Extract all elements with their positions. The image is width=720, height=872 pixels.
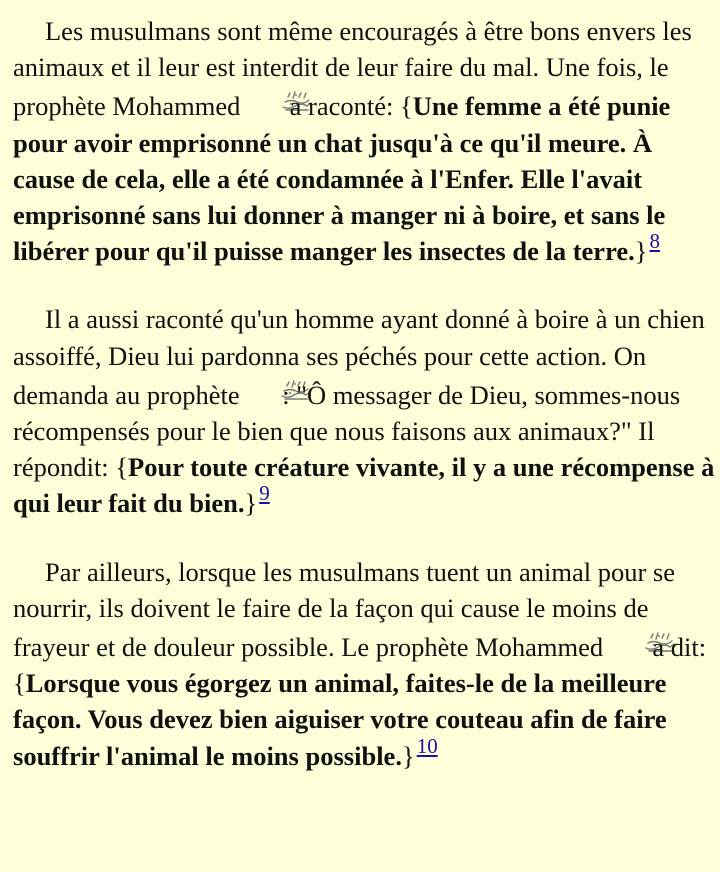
paragraph-text: Il a aussi raconté qu'un homme ayant donné à boire à un chien assoiffé, Dieu lui pardonna ses péchés pour cette action. On demanda au prophète — [13, 304, 705, 410]
footnote-link-9[interactable]: 9 — [259, 481, 270, 506]
paragraph-dog — [13, 301, 715, 521]
open-brace: { — [115, 452, 129, 483]
saw-calligraphy-icon — [612, 626, 644, 648]
footnote-link-10[interactable]: 10 — [416, 733, 438, 758]
paragraph-slaughter — [13, 554, 715, 774]
paragraph-text: Les musulmans sont même encouragés à être bons envers les animaux et il leur est interdit de leur faire du mal. Une fois, le prophète Mohammed — [13, 16, 692, 122]
hadith-quote: Pour toute créature vivante, il y a une récompense à qui leur fait du bien. — [13, 452, 715, 519]
footnote-link-8[interactable]: 8 — [649, 229, 660, 254]
paragraph-cat — [13, 13, 715, 269]
close-brace: } — [401, 740, 415, 771]
paragraph-text: a raconté: — [283, 91, 401, 122]
article-body — [13, 13, 715, 774]
open-brace: { — [13, 668, 26, 699]
saw-calligraphy-icon — [248, 374, 280, 396]
open-brace: { — [400, 91, 413, 122]
close-brace: } — [634, 236, 648, 267]
hadith-quote: Une femme a été punie pour avoir emprisonné un chat jusqu'à ce qu'il meure. À cause de cela, elle a été condamnée à l'Enfer. Elle l'avait emprisonné sans lui donner à manger ni à boire, et sans le libérer pour qu'il puisse manger les insectes de la terre. — [13, 91, 671, 267]
hadith-quote: Lorsque vous égorgez un animal, faites-le de la meilleure façon. Vous devez bien aiguiser votre couteau afin de faire souffrir l'animal le moins possible. — [13, 668, 667, 771]
paragraph-text: a dit: — [645, 632, 707, 663]
close-brace: } — [244, 488, 258, 519]
paragraph-text: Par ailleurs, lorsque les musulmans tuent un animal pour se nourrir, ils doivent le faire de la façon qui cause le moins de frayeur et de douleur possible. Le prophète Mohammed — [13, 556, 675, 663]
paragraph-text: : "Ô messager de Dieu, sommes-nous récompensés pour le bien que nous faisons aux animaux?" Il répondit: — [13, 379, 681, 483]
saw-calligraphy-icon — [249, 85, 281, 107]
